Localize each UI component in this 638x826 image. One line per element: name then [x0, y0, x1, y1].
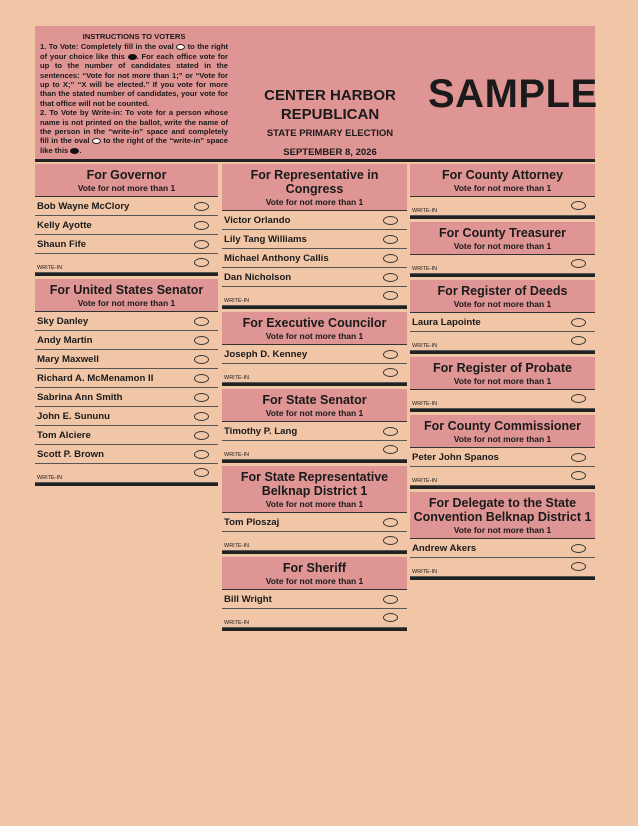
write-in-row[interactable]: [222, 441, 407, 460]
race-title: For County Commissioner: [424, 419, 581, 433]
race-governor: [35, 164, 218, 276]
candidate-row[interactable]: [35, 426, 218, 445]
candidate-row[interactable]: [222, 268, 407, 287]
write-in-row[interactable]: [222, 287, 407, 306]
candidate-row[interactable]: [35, 388, 218, 407]
race-header: [410, 415, 595, 448]
vote-oval[interactable]: [194, 240, 209, 249]
vote-oval[interactable]: [383, 273, 398, 282]
vote-oval[interactable]: [383, 216, 398, 225]
candidate-name: Joseph D. Kenney: [224, 348, 308, 360]
candidate-row[interactable]: [222, 422, 407, 441]
vote-oval[interactable]: [383, 518, 398, 527]
candidate-row[interactable]: [222, 590, 407, 609]
race-register-deeds: [410, 280, 595, 354]
race-vote-instruction: Vote for not more than 1: [453, 434, 552, 444]
vote-oval[interactable]: [383, 427, 398, 436]
candidate-row[interactable]: [222, 211, 407, 230]
candidate-name: Shaun Fife: [37, 238, 87, 250]
race-vote-instruction: Vote for not more than 1: [453, 241, 552, 251]
race-title: For State Representative Belknap District 1: [240, 470, 389, 498]
candidate-row[interactable]: [35, 312, 218, 331]
candidate-row[interactable]: [35, 350, 218, 369]
race-title: For Executive Councilor: [242, 316, 387, 330]
vote-oval[interactable]: [194, 355, 209, 364]
race-vote-instruction: Vote for not more than 1: [265, 576, 364, 586]
candidate-name: Dan Nicholson: [224, 271, 292, 283]
candidate-name: Bill Wright: [224, 593, 272, 605]
write-in-label: WRITE-IN: [412, 478, 438, 484]
race-register-probate: [410, 357, 595, 412]
vote-oval[interactable]: [383, 350, 398, 359]
race-title: For State Senator: [262, 393, 367, 407]
race-header: [222, 164, 407, 211]
race-header: [222, 466, 407, 513]
vote-oval[interactable]: [571, 259, 586, 268]
vote-oval[interactable]: [383, 368, 398, 377]
instruction-2: 2. To Vote by Write-in: To vote for a person whose name is not printed on the ballot, write the name of the person in the “write-in” space and completely fill in the oval to the right of the “write-in” space like this .: [40, 108, 228, 155]
vote-oval[interactable]: [571, 471, 586, 480]
candidate-row[interactable]: [222, 345, 407, 364]
vote-oval[interactable]: [571, 562, 586, 571]
vote-oval[interactable]: [383, 445, 398, 454]
empty-oval-icon: [92, 138, 101, 144]
race-title: For Governor: [86, 168, 167, 182]
candidate-name: Timothy P. Lang: [224, 425, 298, 437]
candidate-name: Sabrina Ann Smith: [37, 391, 123, 403]
vote-oval[interactable]: [383, 235, 398, 244]
candidate-name: Scott P. Brown: [37, 448, 104, 460]
candidate-row[interactable]: [35, 407, 218, 426]
candidate-name: Mary Maxwell: [37, 353, 99, 365]
candidate-name: Bob Wayne McClory: [37, 200, 130, 212]
race-vote-instruction: Vote for not more than 1: [453, 525, 552, 535]
vote-oval[interactable]: [194, 431, 209, 440]
candidate-row[interactable]: [410, 313, 595, 332]
candidate-name: Sky Danley: [37, 315, 89, 327]
candidate-name: Tom Alciere: [37, 429, 91, 441]
race-title: For Register of Deeds: [437, 284, 568, 298]
race-title: For United States Senator: [49, 283, 204, 297]
race-title: For Delegate to the State Convention Belknap District 1: [413, 496, 592, 524]
race-vote-instruction: Vote for not more than 1: [453, 183, 552, 193]
write-in-label: WRITE-IN: [412, 266, 438, 272]
write-in-row[interactable]: [410, 558, 595, 577]
race-councilor: [222, 312, 407, 386]
race-senator: [35, 279, 218, 486]
race-header: [410, 492, 595, 539]
filled-oval-icon: [128, 54, 137, 60]
ballot-town-block: [250, 86, 410, 158]
write-in-row[interactable]: [410, 467, 595, 486]
write-in-row[interactable]: [410, 332, 595, 351]
vote-oval[interactable]: [383, 595, 398, 604]
ballot-header: [35, 26, 598, 162]
candidate-name: John E. Sununu: [37, 410, 111, 422]
race-vote-instruction: Vote for not more than 1: [265, 408, 364, 418]
candidate-name: Kelly Ayotte: [37, 219, 92, 231]
vote-oval[interactable]: [383, 254, 398, 263]
election-name: STATE PRIMARY ELECTION: [266, 128, 394, 139]
ballot-column-3: [410, 164, 595, 583]
ballot-column-1: [35, 164, 218, 489]
candidate-row[interactable]: [35, 216, 218, 235]
candidate-row[interactable]: [35, 197, 218, 216]
party-name: REPUBLICAN: [280, 106, 380, 123]
race-header: [410, 280, 595, 313]
write-in-row[interactable]: [410, 197, 595, 216]
race-sheriff: [222, 557, 407, 631]
vote-oval[interactable]: [194, 221, 209, 230]
vote-oval[interactable]: [571, 544, 586, 553]
race-header: [35, 164, 218, 197]
voter-instructions: [40, 32, 228, 155]
candidate-row[interactable]: [222, 249, 407, 268]
write-in-label: WRITE-IN: [224, 375, 250, 381]
race-header: [222, 557, 407, 590]
candidate-row[interactable]: [410, 539, 595, 558]
vote-oval[interactable]: [194, 393, 209, 402]
vote-oval[interactable]: [571, 453, 586, 462]
race-vote-instruction: Vote for not more than 1: [77, 298, 176, 308]
write-in-row[interactable]: [222, 609, 407, 628]
race-header: [410, 357, 595, 390]
ballot-column-2: [222, 164, 407, 634]
vote-oval[interactable]: [571, 201, 586, 210]
race-delegate: [410, 492, 595, 580]
candidate-name: Richard A. McMenamon II: [37, 372, 154, 384]
filled-oval-icon: [70, 148, 79, 154]
write-in-label: WRITE-IN: [37, 265, 63, 271]
vote-oval[interactable]: [194, 336, 209, 345]
write-in-row[interactable]: [222, 532, 407, 551]
vote-oval[interactable]: [571, 394, 586, 403]
vote-oval[interactable]: [194, 412, 209, 421]
instructions-title: INSTRUCTIONS TO VOTERS: [82, 32, 186, 41]
write-in-label: WRITE-IN: [412, 343, 438, 349]
race-vote-instruction: Vote for not more than 1: [265, 331, 364, 341]
vote-oval[interactable]: [383, 536, 398, 545]
race-county-treasurer: [410, 222, 595, 277]
race-title: For Sheriff: [282, 561, 347, 575]
race-state-senator: [222, 389, 407, 463]
candidate-row[interactable]: [35, 445, 218, 464]
candidate-name: Michael Anthony Callis: [224, 252, 329, 264]
race-header: [222, 389, 407, 422]
race-vote-instruction: Vote for not more than 1: [265, 499, 364, 509]
race-vote-instruction: Vote for not more than 1: [453, 376, 552, 386]
vote-oval[interactable]: [194, 258, 209, 267]
race-header: [222, 312, 407, 345]
candidate-row[interactable]: [35, 331, 218, 350]
write-in-row[interactable]: [410, 255, 595, 274]
race-header: [410, 222, 595, 255]
vote-oval[interactable]: [383, 291, 398, 300]
vote-oval[interactable]: [194, 468, 209, 477]
write-in-label: WRITE-IN: [224, 620, 250, 626]
candidate-name: Andy Martin: [37, 334, 93, 346]
candidate-name: Victor Orlando: [224, 214, 291, 226]
write-in-label: WRITE-IN: [224, 298, 250, 304]
race-title: For Register of Probate: [433, 361, 572, 375]
candidate-name: Laura Lapointe: [412, 316, 481, 328]
race-congress: [222, 164, 407, 309]
sample-stamp: SAMPLE: [428, 72, 598, 116]
race-vote-instruction: Vote for not more than 1: [77, 183, 176, 193]
vote-oval[interactable]: [571, 336, 586, 345]
write-in-label: WRITE-IN: [224, 452, 250, 458]
race-state-rep: [222, 466, 407, 554]
write-in-label: WRITE-IN: [224, 543, 250, 549]
write-in-label: WRITE-IN: [412, 401, 438, 407]
candidate-row[interactable]: [222, 230, 407, 249]
write-in-label: WRITE-IN: [412, 208, 438, 214]
vote-oval[interactable]: [571, 318, 586, 327]
race-vote-instruction: Vote for not more than 1: [453, 299, 552, 309]
vote-oval[interactable]: [194, 317, 209, 326]
vote-oval[interactable]: [383, 613, 398, 622]
candidate-row[interactable]: [410, 448, 595, 467]
vote-oval[interactable]: [194, 202, 209, 211]
candidate-row[interactable]: [35, 369, 218, 388]
candidate-name: Lily Tang Williams: [224, 233, 307, 245]
race-title: For Representative in Congress: [250, 168, 379, 196]
race-header: [410, 164, 595, 197]
town-name: CENTER HARBOR: [264, 87, 396, 104]
race-header: [35, 279, 218, 312]
write-in-label: WRITE-IN: [37, 475, 63, 481]
vote-oval[interactable]: [194, 374, 209, 383]
race-title: For County Treasurer: [438, 226, 567, 240]
write-in-row[interactable]: [222, 364, 407, 383]
candidate-row[interactable]: [222, 513, 407, 532]
candidate-row[interactable]: [35, 235, 218, 254]
candidate-name: Tom Ploszaj: [224, 516, 280, 528]
write-in-row[interactable]: [410, 390, 595, 409]
vote-oval[interactable]: [194, 450, 209, 459]
candidate-name: Peter John Spanos: [412, 451, 499, 463]
empty-oval-icon: [176, 44, 185, 50]
write-in-row[interactable]: [35, 464, 218, 483]
instruction-1: 1. To Vote: Completely fill in the oval to the right of your choice like this . For each office vote for up to the number of candidates stated in the sentences: “Vote for not more than 1;” or “Vote for up to X;” “X will be elected.” If you vote for more than the stated number of candidates, your vote for that office will not be counted.: [40, 42, 228, 108]
write-in-label: WRITE-IN: [412, 569, 438, 575]
candidate-name: Andrew Akers: [412, 542, 477, 554]
race-vote-instruction: Vote for not more than 1: [265, 197, 364, 207]
race-title: For County Attorney: [441, 168, 564, 182]
race-county-attorney: [410, 164, 595, 219]
write-in-row[interactable]: [35, 254, 218, 273]
election-date: SEPTEMBER 8, 2026: [283, 147, 377, 158]
race-county-commissioner: [410, 415, 595, 489]
